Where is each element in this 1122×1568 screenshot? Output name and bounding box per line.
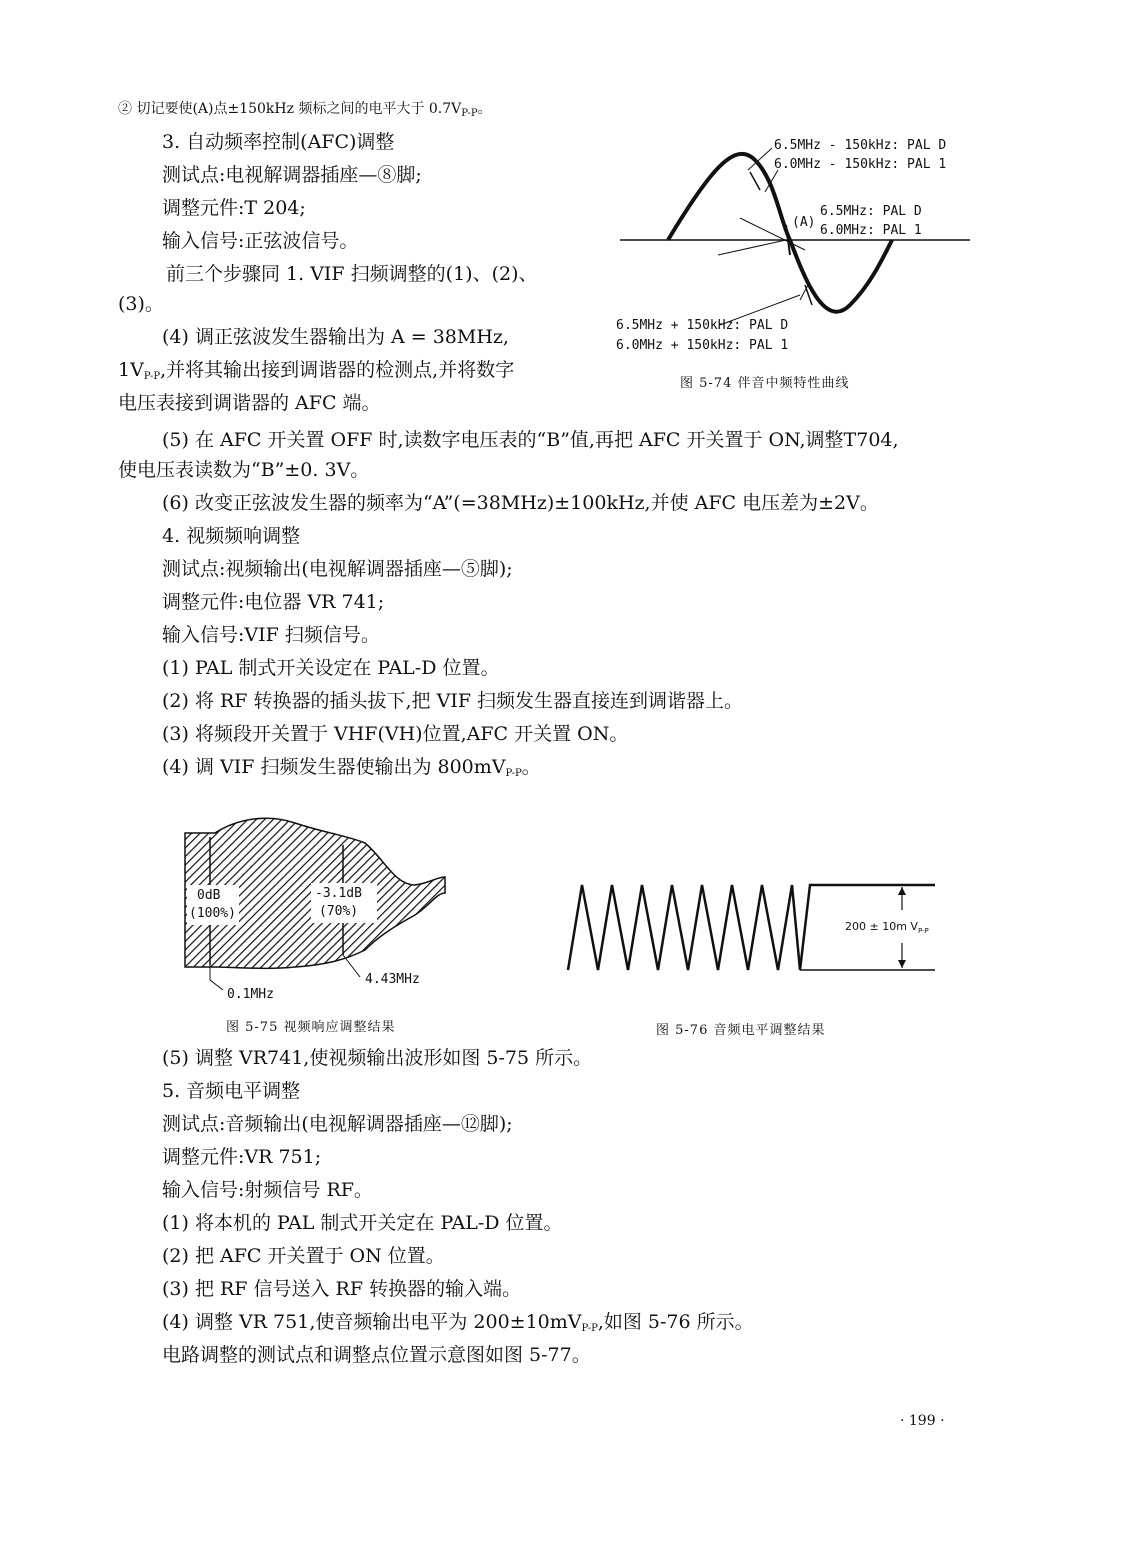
fig75-leader-443 (343, 955, 360, 977)
fig74-marker-top (750, 172, 760, 190)
fig75-label-01mhz: 0.1MHz (227, 987, 274, 1002)
sec4-step5: (5) 调整 VR741,使视频输出波形如图 5-75 所示。 (162, 1047, 593, 1069)
fig74-label-mid2: 6.0MHz: PAL 1 (820, 223, 922, 238)
fig75-leader-01 (210, 965, 223, 990)
sec5-final: 电路调整的测试点和调整点位置示意图如图 5-77。 (162, 1344, 591, 1366)
sec3-test-point: 测试点:电视解调器插座—⑧脚; (162, 164, 422, 186)
sec5-step4: (4) 调整 VR 751,使音频输出电平为 $200\pm 10mV_{P-P}$,如图 5-76 所示。 (162, 1311, 754, 1334)
fig75-label-443mhz: 4.43MHz (365, 972, 420, 987)
page-number: · 199 · (900, 1413, 945, 1429)
sec3-step4-line3: 电压表接到调谐器的 AFC 端。 (118, 392, 381, 414)
sec4-step2: (2) 将 RF 转换器的插头拔下,把 VIF 扫频发生器直接连到调谐器上。 (162, 690, 744, 712)
sec5-step3: (3) 把 RF 信号送入 RF 转换器的输入端。 (162, 1278, 522, 1300)
fig74-label-mid1: 6.5MHz: PAL D (820, 204, 922, 219)
sec5-heading: 5. 音频电平调整 (162, 1080, 301, 1102)
sec4-step4: (4) 调 VIF 扫频发生器使输出为 $800mV_{P-P}$。 (162, 756, 541, 779)
fig74-label-a: (A) (792, 215, 816, 230)
sec3-step6: (6) 改变正弦波发生器的频率为“A”(=38MHz)±100kHz,并使 AFC 电压差为±2V。 (162, 492, 879, 514)
sec4-step1: (1) PAL 制式开关设定在 PAL-D 位置。 (162, 657, 500, 679)
sec3-step4-line1: (4) 调正弦波发生器输出为 A = 38MHz, (162, 326, 509, 348)
fig74-label-top2: 6.0MHz - 150kHz: PAL 1 (774, 157, 947, 172)
sec4-test-point: 测试点:视频输出(电视解调器插座—⑤脚); (162, 558, 513, 580)
fig74-caption: 图 5-74 伴音中频特性曲线 (680, 376, 850, 391)
sec3-input: 输入信号:正弦波信号。 (162, 230, 359, 252)
sec3-step-intro-2: (3)。 (118, 293, 164, 315)
sec3-step-intro-1: 前三个步骤同 1. VIF 扫频调整的(1)、(2)、 (166, 263, 538, 285)
sec4-heading: 4. 视频频响调整 (162, 525, 301, 547)
fig76-caption: 图 5-76 音频电平调整结果 (656, 1023, 826, 1038)
sec4-adjust: 调整元件:电位器 VR 741; (162, 591, 385, 613)
sec3-adjust: 调整元件:T 204; (162, 197, 306, 219)
fig74-leader-mid2 (718, 240, 786, 255)
fig74-leader-bot2 (800, 285, 808, 300)
fig74-label-top1: 6.5MHz - 150kHz: PAL D (774, 138, 947, 153)
fig74-label-bot1: 6.5MHz + 150kHz: PAL D (616, 318, 789, 333)
sec3-heading: 3. 自动频率控制(AFC)调整 (162, 131, 395, 153)
sec5-test-point: 测试点:音频输出(电视解调器插座—⑫脚); (162, 1113, 513, 1135)
fig74-diagram (600, 130, 1000, 380)
fig75-label-31db: -3.1dB (315, 886, 362, 901)
fig76-label: 200 ± 10m $V_{P-P}$ (845, 920, 929, 935)
sec5-adjust: 调整元件:VR 751; (162, 1146, 322, 1168)
fig76-arrow-up (898, 887, 906, 895)
sec4-step3: (3) 将频段开关置于 VHF(VH)位置,AFC 开关置 ON。 (162, 723, 629, 745)
fig74-label-bot2: 6.0MHz + 150kHz: PAL 1 (616, 338, 789, 353)
fig75-label-70pct: (70%) (319, 904, 359, 919)
fig75-caption: 图 5-75 视频响应调整结果 (226, 1020, 396, 1035)
fig75-label-0db: 0dB (197, 888, 221, 903)
sec5-input: 输入信号:射频信号 RF。 (162, 1179, 373, 1201)
sec3-step5-line2: 使电压表读数为“B”±0. 3V。 (118, 459, 370, 481)
fig76-diagram (560, 875, 960, 985)
fig75-diagram (175, 815, 475, 1005)
fig76-arrow-down (898, 960, 906, 968)
sec4-input: 输入信号:VIF 扫频信号。 (162, 624, 380, 646)
sec3-step4-line2: $1V_{P-P}$,并将其输出接到调谐器的检测点,并将数字 (118, 359, 515, 382)
sec3-step5-line1: (5) 在 AFC 开关置 OFF 时,读数字电压表的“B”值,再把 AFC 开关置于 ON,调整T704, (162, 429, 899, 451)
fig75-label-100pct: (100%) (189, 906, 236, 921)
sec5-step2: (2) 把 AFC 开关置于 ON 位置。 (162, 1245, 445, 1267)
sec5-step1: (1) 将本机的 PAL 制式开关定在 PAL-D 位置。 (162, 1212, 563, 1234)
note-line: ② 切记要使(A)点±150kHz 频标之间的电平大于 $0.7V_{P-P}$。 (118, 101, 492, 119)
